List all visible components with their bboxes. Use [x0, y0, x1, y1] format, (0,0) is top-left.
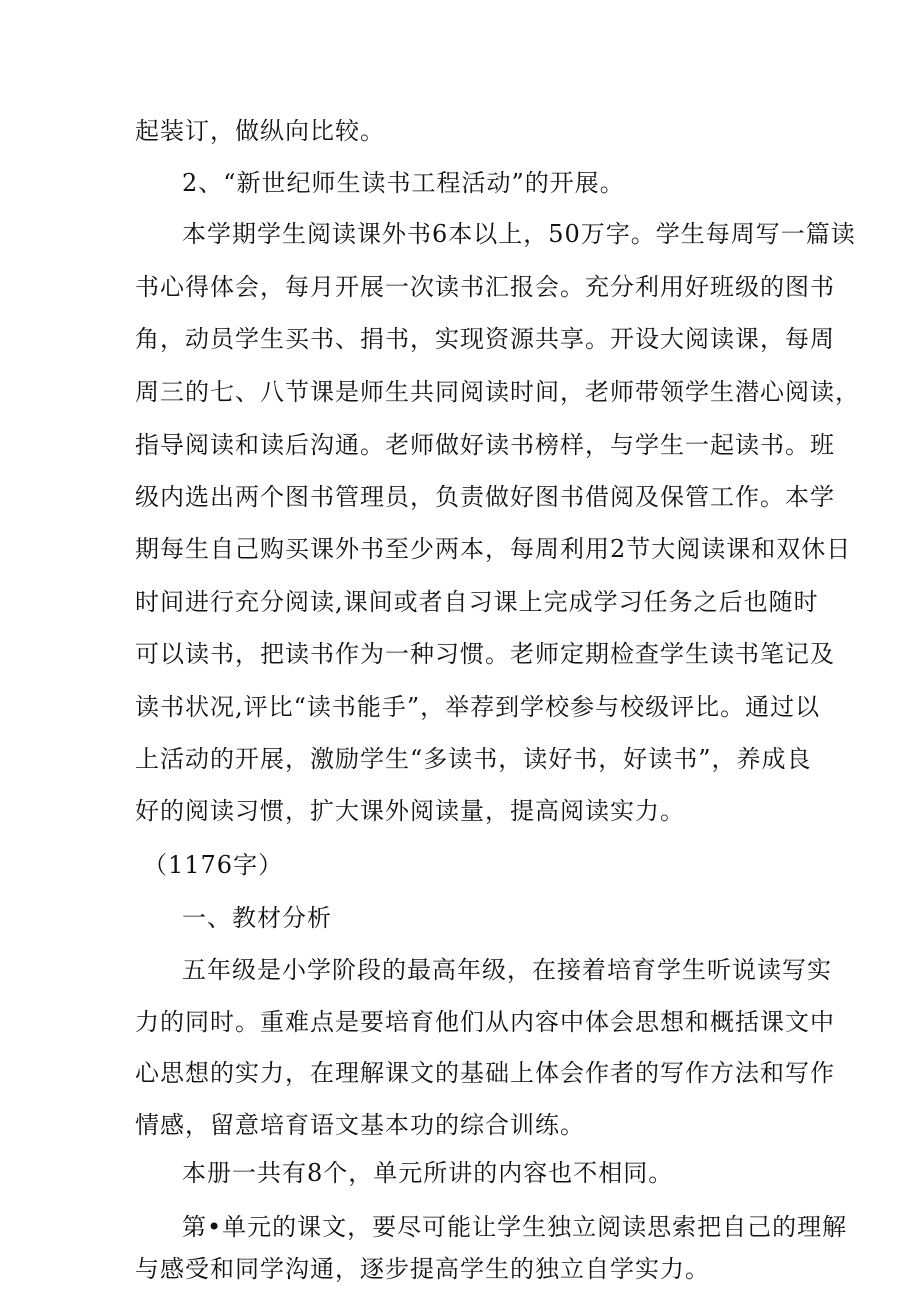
text-line: 起装订，做纵向比较。 — [135, 117, 385, 145]
text-line: 书心得体会，每月开展一次读书汇报会。充分利用好班级的图书 — [135, 273, 835, 301]
text-line: 好的阅读习惯，扩大课外阅读量，提高阅读实力。 — [135, 797, 685, 825]
section-heading: 2、“新世纪师生读书工程活动”的开展。 — [182, 169, 625, 197]
text-line: 力的同时。重难点是要培育他们从内容中体会思想和概括课文中 — [135, 1008, 835, 1036]
text-line: 五年级是小学阶段的最高年级，在接着培育学生听说读写实 — [182, 956, 832, 984]
text-line: 与感受和同学沟通，逐步提高学生的独立自学实力。 — [135, 1255, 710, 1283]
text-line: 本册一共有8个，单元所讲的内容也不相同。 — [182, 1159, 674, 1187]
text-line: 指导阅读和读后沟通。老师做好读书榜样，与学生一起读书。班 — [135, 431, 835, 459]
text-line: 本学期学生阅读课外书6本以上，50万字。学生每周写一篇读 — [182, 220, 856, 248]
text-line: 读书状况,评比“读书能手”，举荐到学校参与校级评比。通过以 — [135, 693, 821, 721]
text-line: 级内选出两个图书管理员，负责做好图书借阅及保管工作。本学 — [135, 483, 835, 511]
word-count: （1176字） — [143, 851, 284, 879]
text-line: 第•单元的课文，要尽可能让学生独立阅读思索把自己的理解 — [182, 1213, 848, 1241]
text-line: 上活动的开展，激励学生“多读书，读好书，好读书”，养成良 — [135, 745, 812, 773]
section-heading: 一、教材分析 — [182, 904, 332, 932]
text-line: 时间进行充分阅读,课间或者自习课上完成学习任务之后也随时 — [135, 588, 819, 616]
text-line: 情感，留意培育语文基本功的综合训练。 — [135, 1111, 585, 1139]
text-line: 角，动员学生买书、捐书，实现资源共享。开设大阅读课，每周 — [135, 325, 835, 353]
text-line: 周三的七、八节课是师生共同阅读时间，老师带领学生潜心阅读， — [135, 378, 860, 406]
text-line: 心思想的实力，在理解课文的基础上体会作者的写作方法和写作 — [135, 1059, 835, 1087]
text-line: 可以读书，把读书作为一种习惯。老师定期检查学生读书笔记及 — [135, 640, 835, 668]
text-line: 期每生自己购买课外书至少两本，每周利用2节大阅读课和双休日 — [135, 535, 852, 563]
